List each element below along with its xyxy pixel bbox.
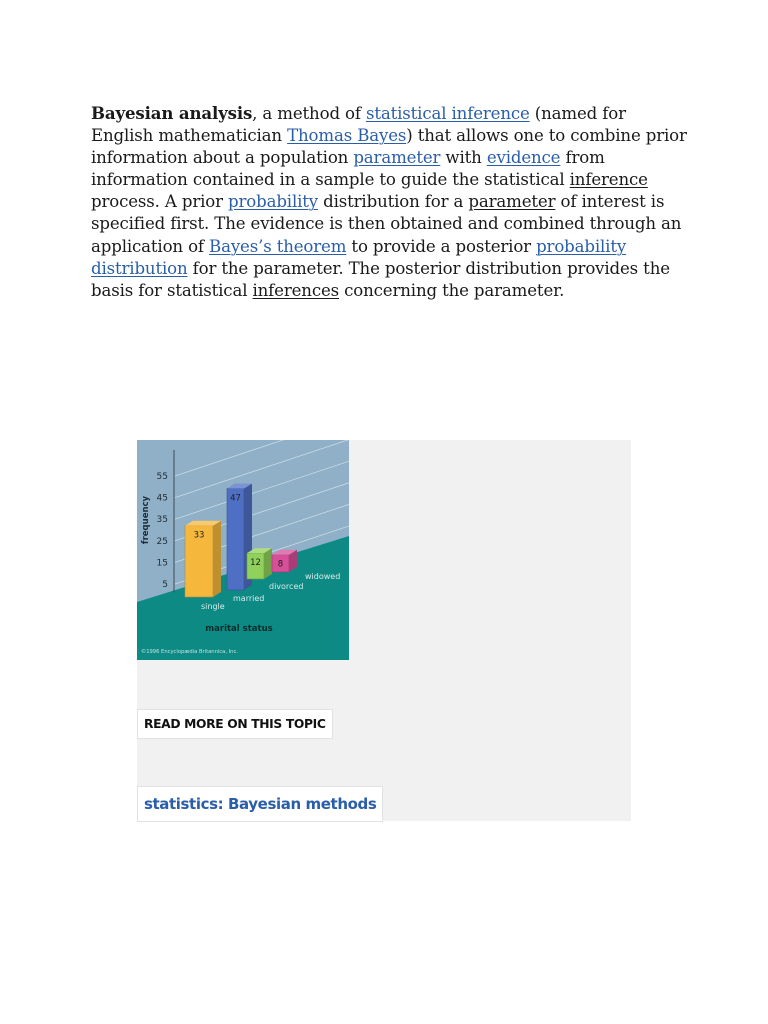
chart-y-label: frequency bbox=[141, 495, 151, 545]
definition-parameter[interactable]: parameter bbox=[468, 192, 556, 212]
related-topic-panel bbox=[137, 440, 631, 821]
article-paragraph bbox=[91, 102, 691, 302]
link-bayes-theorem[interactable]: Bayes’s theorem bbox=[209, 236, 347, 256]
read-more-label bbox=[137, 709, 333, 739]
chart-tick-label: 25 bbox=[156, 536, 168, 547]
chart-category-label: divorced bbox=[269, 582, 304, 591]
bar-value-label: 33 bbox=[193, 530, 205, 541]
text-run: ) that allows one to combine prior information about a population bbox=[91, 126, 687, 168]
chart-category-label: single bbox=[201, 602, 225, 611]
link-probability-distribution[interactable]: probability distribution bbox=[91, 236, 627, 278]
bar-married-front bbox=[227, 488, 244, 590]
link-probability[interactable]: probability bbox=[228, 192, 319, 212]
chart-tick-label: 45 bbox=[156, 493, 168, 504]
chart-gridline bbox=[175, 440, 349, 476]
bar-value-label: 12 bbox=[250, 558, 261, 569]
chart-x-label: marital status bbox=[205, 624, 273, 634]
text-run: concerning the parameter. bbox=[339, 280, 565, 300]
bar-single-side bbox=[213, 521, 221, 597]
text-run: to provide a posterior bbox=[346, 236, 537, 256]
read-more-text: READ MORE ON THIS TOPIC bbox=[144, 717, 326, 731]
link-evidence[interactable]: evidence bbox=[486, 148, 561, 168]
bar-chart-thumbnail[interactable] bbox=[137, 440, 349, 660]
text-run: with bbox=[440, 148, 487, 168]
text-run: for the parameter. The posterior distribution provides the basis for statistical bbox=[91, 258, 670, 300]
article-body bbox=[91, 102, 691, 302]
link-thomas-bayes[interactable]: Thomas Bayes bbox=[287, 126, 407, 146]
definition-inferences[interactable]: inferences bbox=[252, 280, 340, 300]
bar-divorced-side bbox=[264, 548, 272, 579]
article-term: Bayesian analysis bbox=[91, 103, 253, 123]
text-run: from information contained in a sample to guide the statistical bbox=[91, 148, 605, 190]
text-run: , a method of bbox=[252, 104, 366, 123]
bar-value-label: 8 bbox=[277, 559, 284, 570]
link-statistical-inference[interactable]: statistical inference bbox=[366, 104, 530, 123]
text-run: process. A prior bbox=[91, 192, 229, 212]
text-run: of interest is specified first. The evidence is then obtained and combined through an application of bbox=[91, 192, 682, 256]
bar-value-label: 47 bbox=[230, 493, 241, 504]
link-parameter[interactable]: parameter bbox=[353, 148, 441, 168]
chart-copyright: ©1996 Encyclopædia Britannica, Inc. bbox=[141, 649, 238, 655]
text-run: distribution for a bbox=[318, 192, 469, 212]
chart-tick-label: 15 bbox=[156, 558, 168, 569]
chart-category-label: widowed bbox=[305, 572, 341, 581]
definition-inference[interactable]: inference bbox=[569, 170, 648, 190]
chart-tick-label: 35 bbox=[156, 515, 168, 526]
chart-gridline bbox=[175, 440, 349, 498]
chart-tick-label: 5 bbox=[162, 580, 168, 590]
bar-chart bbox=[137, 440, 349, 660]
chart-category-label: married bbox=[233, 594, 265, 603]
topic-link-text: statistics: Bayesian methods bbox=[144, 795, 377, 813]
text-run: (named for English mathematician bbox=[91, 104, 626, 146]
topic-link-button[interactable] bbox=[137, 786, 383, 822]
chart-tick-label: 55 bbox=[156, 472, 168, 482]
chart-gridline bbox=[175, 461, 349, 519]
